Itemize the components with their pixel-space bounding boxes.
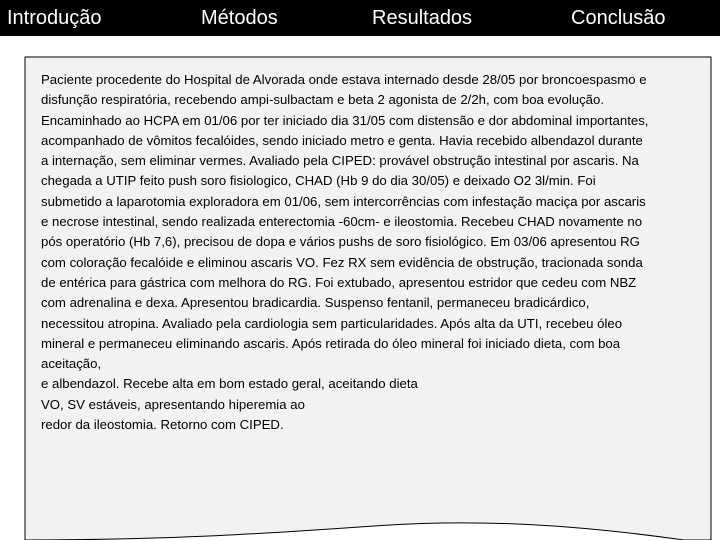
report-line: Paciente procedente do Hospital de Alvorada onde estava internado desde 28/05 por broncoespasmo e: [41, 72, 647, 87]
top-navigation-bar: [0, 0, 720, 36]
report-line: necessitou atropina. Avaliado pela cardiologia sem particularidades. Após alta da UTI, recebeu óleo: [41, 315, 623, 331]
case-report-text: [41, 70, 691, 435]
report-line: Encaminhado ao HCPA em 01/06 por ter iniciado dia 31/05 com distensão e dor abdominal importantes,: [41, 112, 649, 128]
report-line: chegada a UTIP feito push soro fisiologico, CHAD (Hb 9 do dia 30/05) e deixado O2 3l/min. Foi: [41, 173, 596, 189]
report-line: e necrose intestinal, sendo realizada enterectomia -60cm- e ileostomia. Recebeu CHAD novamente no: [41, 214, 643, 230]
tab-conclusao[interactable]: Conclusão: [571, 7, 666, 29]
report-line: VO, SV estáveis, apresentando hiperemia ao: [41, 396, 305, 412]
report-line: pós operatório (Hb 7,6), precisou de dopa e vários pushs de soro fisiológico. Em 03/06 apresentou RG: [41, 234, 640, 250]
report-line: e albendazol. Recebe alta em bom estado geral, aceitando dieta: [41, 376, 418, 392]
report-line: com adrenalina e dexa. Apresentou bradicardia. Suspenso fentanil, permaneceu bradicárdico,: [41, 295, 590, 311]
report-line: de entérica para gástrica com melhora do RG. Foi extubado, apresentou estridor que cedeu com NBZ: [41, 274, 637, 290]
report-line: mineral e permaneceu eliminando ascaris. Após retirada do óleo mineral foi iniciado dieta, com boa: [41, 335, 621, 351]
report-line: a internação, sem eliminar vermes. Avaliado pela CIPED: provável obstrução intestinal por ascaris. Na: [41, 153, 639, 169]
report-line: com coloração fecalóide e eliminou ascaris VO. Fez RX sem evidência de obstrução, tracionada sonda: [41, 254, 643, 270]
report-line: submetido a laparotomia exploradora em 01/06, sem intercorrências com infestação maciça por ascaris: [41, 193, 646, 209]
tab-introducao[interactable]: Introdução: [7, 7, 102, 29]
report-line: disfunção respiratória, recebendo ampi-sulbactam e beta 2 agonista de 2/2h, com boa evolução.: [41, 92, 605, 108]
tab-resultados[interactable]: Resultados: [372, 7, 473, 29]
report-line: acompanhado de vômitos fecalóides, sendo iniciado metro e genta. Havia recebido albendazol durante: [41, 132, 643, 148]
report-line: aceitação,: [41, 356, 102, 372]
tab-metodos[interactable]: Métodos: [201, 7, 278, 29]
report-line: redor da ileostomia. Retorno com CIPED.: [41, 417, 284, 433]
